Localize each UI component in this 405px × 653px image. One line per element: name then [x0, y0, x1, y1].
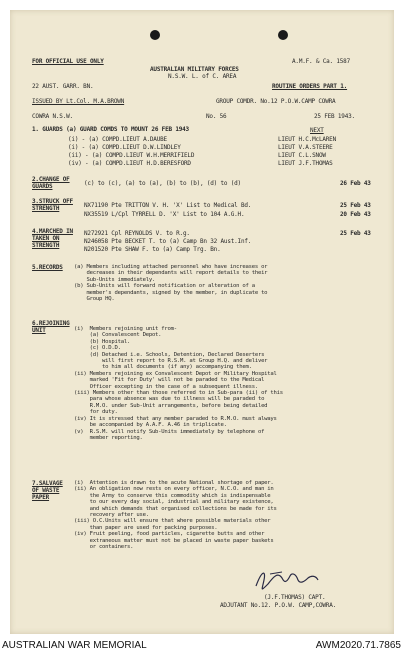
signatory-title: ADJUTANT No.12. P.O.W. CAMP,COWRA.	[220, 602, 337, 609]
section-date: 25 Feb 43	[340, 230, 371, 237]
org-area: N.S.W. L. of C. AREA	[168, 73, 237, 80]
guard-row-left: (iv) - (a) COMPD.LIEUT H.D.BERESFORD	[68, 160, 191, 167]
section-text: NX71190 Pte TRITTON V. H. 'X' List to Medical Bd.	[84, 202, 252, 209]
form-reference: A.M.F. & Ca. 1587	[292, 58, 351, 65]
section-date: 26 Feb 43	[340, 180, 371, 187]
section-label: 3.STRUCK OFF STRENGTH	[32, 198, 73, 212]
guard-row-left: (i) - (a) COMPD.LIEUT A.DAUBE	[68, 136, 167, 143]
signatory-name: (J.F.THOMAS) CAPT.	[264, 594, 326, 601]
orders-title: ROUTINE ORDERS PART 1.	[272, 83, 348, 90]
salvage-label: 7.SALVAGE OF WASTE PAPER	[32, 480, 63, 501]
guards-heading: 1. GUARDS (a) GUARD COMDS TO MOUNT 26 FEB 1943	[32, 126, 189, 133]
records-text: (a) Members including attached personnel who have increases or decreases in their dependants will report details to their Sub-Units immediately. (b) Sub-Units will forward notification or alteration of a member's dependants, signed by the member, in duplicate to Group HQ.	[74, 264, 268, 303]
group-commander: GROUP COMDR. No.12 P.O.W.CAMP COWRA	[216, 98, 336, 105]
guard-row-right: LIEUT J.F.THOMAS	[278, 160, 333, 167]
section-text: N272921 Cpl REYNOLDS V. to R.g.	[84, 230, 190, 237]
section-label: 4.MARCHED IN TAKEN ON STRENGTH	[32, 228, 73, 249]
punch-hole	[278, 30, 288, 40]
footer-institution: AUSTRALIAN WAR MEMORIAL	[2, 640, 147, 651]
section-text: NX35519 L/Cpl TYRRELL D. 'X' List to 104 A.G.H.	[84, 211, 245, 218]
issued-by: ISSUED BY Lt.Col. M.A.BROWN	[32, 98, 125, 105]
punch-hole	[150, 30, 160, 40]
rejoining-label: 6.REJOINING UNIT	[32, 320, 70, 334]
org-title: AUSTRALIAN MILITARY FORCES	[150, 66, 239, 73]
handwritten-signature	[252, 566, 322, 594]
place: COWRA N.S.W.	[32, 113, 73, 120]
section-date: 25 Feb 43	[340, 202, 371, 209]
rejoining-text: (i) Members rejoining unit from- (a) Convalescent Depot. (b) Hospital. (c) O.D.D. (d) Detached i.e. Schools, Detention, Declared Deserters will first report to R.S.M. at Group H.Q. and deliver to him all documents (if any) accompanying them. (ii) Members rejoining ex Convalescent Depot or Military Hospital marked 'Fit for Duty' will not be paraded to the Medical Officer excepting in the case of a subsequent illness. (iii) Members other than those referred to in Sub-para (ii) of this para whose absence was due to illness will be paraded to R.M.O. under Sub-Unit arrangements, before being detailed for duty. (iv) It is stressed that any member paraded to R.M.O. must always be accompanied by A.A.F. A.46 in triplicate. (v) R.S.M. will notify Sub-Units immediately by telephone of member reporting.	[74, 326, 283, 441]
unit-name: 22 AUST. GARR. BN.	[32, 83, 94, 90]
section-text: N201520 Pte SHAW F. to (a) Camp Trg. Bn.	[84, 246, 221, 253]
records-label: 5.RECORDS	[32, 264, 63, 271]
guard-row-right: LIEUT V.A.STEERE	[278, 144, 333, 151]
guards-next-label: NEXT	[310, 127, 324, 134]
guard-row-right: LIEUT H.C.McLAREN	[278, 136, 337, 143]
salvage-text: (i) Attention is drawn to the acute National shortage of paper. (ii) An obligation now rests on every officer, N.C.O. and man in the Army to conserve this commodity which is indispensable to our every day social, industrial and military existence, and which demands that organised collections be made for its recovery after use. (iii) O.C.Units will ensure that where possible materials other than paper are used for packing purposes. (iv) Fruit peeling, food particles, cigarette butts and other extraneous matter must not be placed in waste paper baskets or containers.	[74, 480, 277, 551]
order-date: 25 FEB 1943.	[314, 113, 355, 120]
section-label: 2.CHANGE OF GUARDS	[32, 176, 70, 190]
signature-scribble	[252, 566, 322, 594]
document-page	[10, 10, 394, 634]
guard-row-left: (ii) - (a) COMPD.LIEUT W.H.MERRIFIELD	[68, 152, 195, 159]
section-text: (c) to (c), (a) to (a), (b) to (b), (d) to (d)	[84, 180, 241, 187]
footer-bar	[0, 639, 405, 653]
section-date: 20 Feb 43	[340, 211, 371, 218]
section-text: N246058 Pte BECKET T. to (a) Camp Bn 32 Aust.Inf.	[84, 238, 252, 245]
guard-row-left: (i) - (a) COMPD.LIEUT D.W.LINDLEY	[68, 144, 181, 151]
guard-row-right: LIEUT C.L.SNOW	[278, 152, 326, 159]
order-number: No. 56	[206, 113, 227, 120]
footer-accession-number: AWM2020.71.7865	[315, 640, 401, 651]
official-use-label: FOR OFFICIAL USE ONLY	[32, 58, 104, 65]
